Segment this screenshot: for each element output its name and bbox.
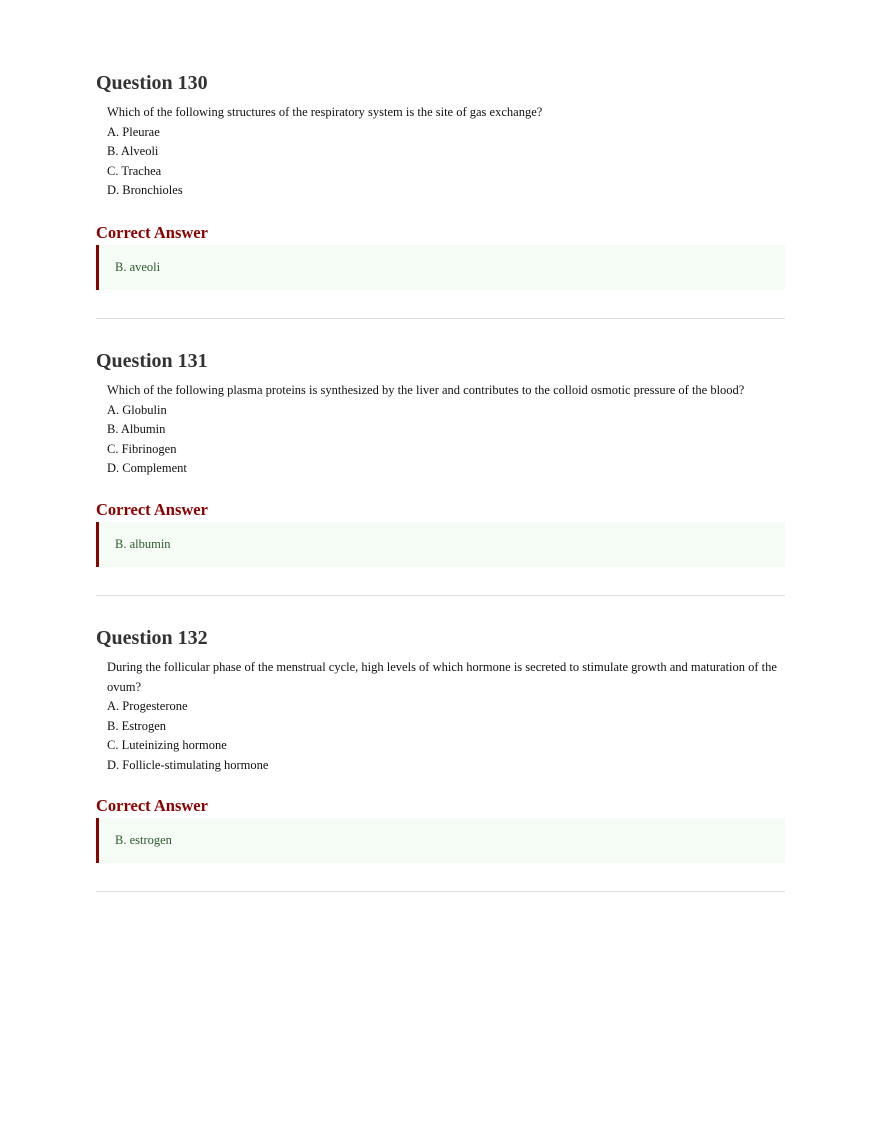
correct-answer-text: B. estrogen <box>115 833 172 847</box>
option-c: C. Fibrinogen <box>107 441 177 456</box>
correct-answer-heading: Correct Answer <box>96 500 208 519</box>
correct-answer-box <box>96 245 785 290</box>
option-d: D. Complement <box>107 461 187 475</box>
option-d: D. Follicle-stimulating hormone <box>107 757 269 772</box>
question-text: Which of the following plasma proteins is synthesized by the liver and contributes to the colloid osmotic pressure of the blood? <box>107 383 745 397</box>
correct-answer-box <box>96 818 785 863</box>
option-a: A. Pleurae <box>107 124 160 139</box>
correct-answer-text: B. albumin <box>115 537 171 551</box>
correct-answer-heading: Correct Answer <box>96 223 208 242</box>
question-body <box>96 103 785 201</box>
question-text: Which of the following structures of the respiratory system is the site of gas exchange? <box>107 105 543 119</box>
question-block-132 <box>96 626 785 775</box>
option-c: C. Luteinizing hormone <box>107 738 227 752</box>
question-body <box>96 381 785 479</box>
correct-answer-heading: Correct Answer <box>96 796 208 815</box>
answer-section-130 <box>96 223 785 290</box>
question-title: Question 132 <box>96 627 208 649</box>
option-b: B. Estrogen <box>107 718 167 733</box>
divider <box>96 318 785 319</box>
correct-answer-box <box>96 522 785 567</box>
question-block-130 <box>96 71 785 201</box>
question-text: During the follicular phase of the menstrual cycle, high levels of which hormone is secreted to stimulate growth and maturation of the ovum? <box>107 660 777 694</box>
correct-answer-text: B. aveoli <box>115 260 161 274</box>
option-c: C. Trachea <box>107 163 162 178</box>
question-body <box>96 658 785 775</box>
option-d: D. Bronchioles <box>107 183 183 197</box>
option-a: A. Progesterone <box>107 699 188 713</box>
answer-section-132 <box>96 796 785 863</box>
question-title: Question 130 <box>96 72 208 94</box>
option-a: A. Globulin <box>107 402 167 417</box>
answer-section-131 <box>96 500 785 567</box>
option-b: B. Alveoli <box>107 144 159 158</box>
divider <box>96 891 785 892</box>
divider <box>96 595 785 596</box>
option-b: B. Albumin <box>107 422 166 436</box>
question-block-131 <box>96 349 785 479</box>
question-title: Question 131 <box>96 350 208 372</box>
